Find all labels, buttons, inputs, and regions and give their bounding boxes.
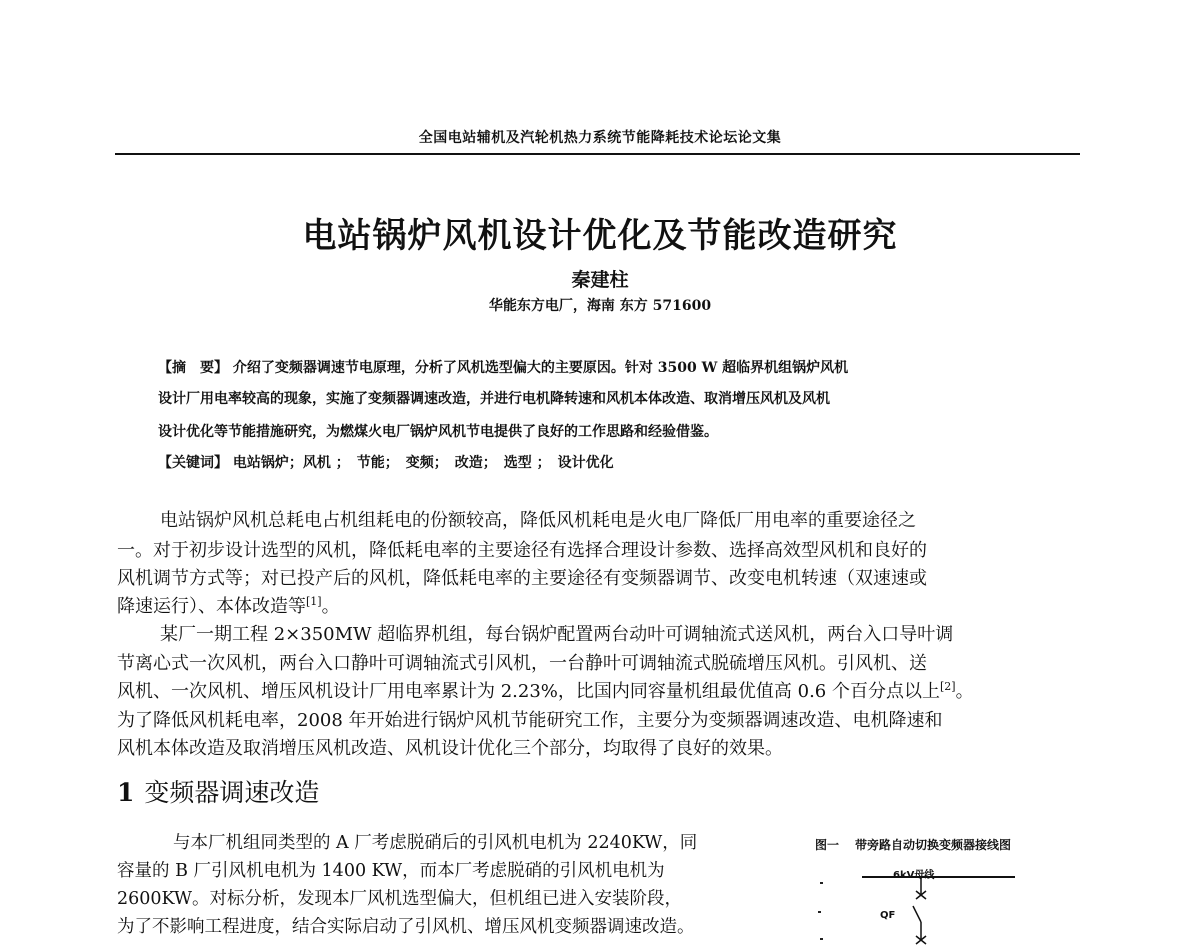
- s1-line-2: 容量的 B 厂引风机电机为 1400 KW，而本厂考虑脱硝的引风机电机为: [117, 861, 665, 881]
- citation-2: [2]: [939, 680, 956, 693]
- running-header: 全国电站辅机及汽轮机热力系统节能降耗技术论坛论文集: [418, 130, 782, 146]
- p1-line-2: 一。对于初步设计选型的风机，降低耗电率的主要途径有选择合理设计参数、选择高效型风机和良好的: [117, 540, 927, 561]
- wiring-diagram: [815, 860, 1055, 952]
- citation-1: [1]: [306, 595, 322, 608]
- keywords-text: 电站锅炉；风机 ； 节能； 变频； 改造； 选型 ； 设计优化: [232, 455, 614, 471]
- p2-line-3: [117, 677, 1085, 703]
- abstract-line-3: 设计优化等节能措施研究，为燃煤火电厂锅炉风机节电提供了良好的工作思路和经验借鉴。: [158, 424, 718, 440]
- s1-line-1: 与本厂机组同类型的 A 厂考虑脱硝后的引风机电机为 2240KW，同: [173, 833, 698, 853]
- section-1-heading: [117, 773, 319, 809]
- p1-line-4-text: 降速运行）、本体改造等: [117, 596, 306, 617]
- s1-line-3: 2600KW。对标分析，发现本厂风机选型偏大，但机组已进入安装阶段，: [117, 889, 682, 909]
- paper-affiliation: 华能东方电厂，海南 东方 571600: [488, 298, 712, 314]
- switch-blade: [913, 906, 921, 922]
- p2-line-2: 节离心式一次风机，两台入口静叶可调轴流式引风机，一台静叶可调轴流式脱硫增压风机。引风机、送: [117, 653, 927, 674]
- paper-author: 秦建柱: [571, 269, 629, 291]
- keywords-line: [158, 452, 1058, 472]
- scan-speck-2: [818, 911, 821, 913]
- p1-line-1: 电站锅炉风机总耗电占机组耗电的份额较高，降低风机耗电是火电厂降低厂用电率的重要途径之: [160, 510, 916, 531]
- p2-line-4: 为了降低风机耗电率，2008 年开始进行锅炉风机节能研究工作，主要分为变频器调速改造、电机降速和: [117, 710, 943, 731]
- bus-label: 6kV母线: [893, 870, 935, 881]
- figure-caption: [815, 836, 1011, 853]
- breaker-label: QF: [880, 910, 896, 921]
- s1-line-4: 为了不影响工程进度，结合实际启动了引风机、增压风机变频器调速改造。: [117, 917, 695, 937]
- abstract-label: 【摘 要】: [158, 360, 228, 376]
- abstract-line-1: [158, 357, 1058, 377]
- scan-speck-3: [820, 938, 823, 940]
- paper-title: 电站锅炉风机设计优化及节能改造研究: [302, 216, 898, 256]
- p1-line-4: [117, 592, 1085, 618]
- figure-label: 图一: [815, 838, 840, 852]
- section-1-number: 1: [117, 778, 135, 807]
- abstract-line-2: 设计厂用电率较高的现象，实施了变频器调速改造，并进行电机降转速和风机本体改造、取消增压风机及风机: [158, 391, 830, 407]
- p2-line-5: 风机本体改造及取消增压风机改造、风机设计优化三个部分，均取得了良好的效果。: [117, 738, 783, 759]
- p2-line-3-text: 风机、一次风机、增压风机设计厂用电率累计为 2.23%，比国内同容量机组最优值高 0.6 个百分点以上: [117, 681, 940, 702]
- keywords-label: 【关键词】: [158, 455, 228, 471]
- abstract-text-1: 介绍了变频器调速节电原理，分析了风机选型偏大的主要原因。针对 3500 W 超临界机组锅炉风机: [232, 360, 849, 376]
- p1-line-3: 风机调节方式等；对已投产后的风机，降低耗电率的主要途径有变频器调节、改变电机转速（双速速或: [117, 568, 927, 589]
- figure-caption-text: 带旁路自动切换变频器接线图: [855, 838, 1012, 852]
- header-rule: [115, 153, 1080, 155]
- p1-end: 。: [321, 596, 340, 617]
- section-1-title: 变频器调速改造: [144, 778, 320, 807]
- p2-end: 。: [955, 681, 974, 702]
- scan-speck-1: [820, 882, 823, 884]
- p2-line-1: 某厂一期工程 2×350MW 超临界机组，每台锅炉配置两台动叶可调轴流式送风机，两台入口导叶调: [160, 624, 954, 645]
